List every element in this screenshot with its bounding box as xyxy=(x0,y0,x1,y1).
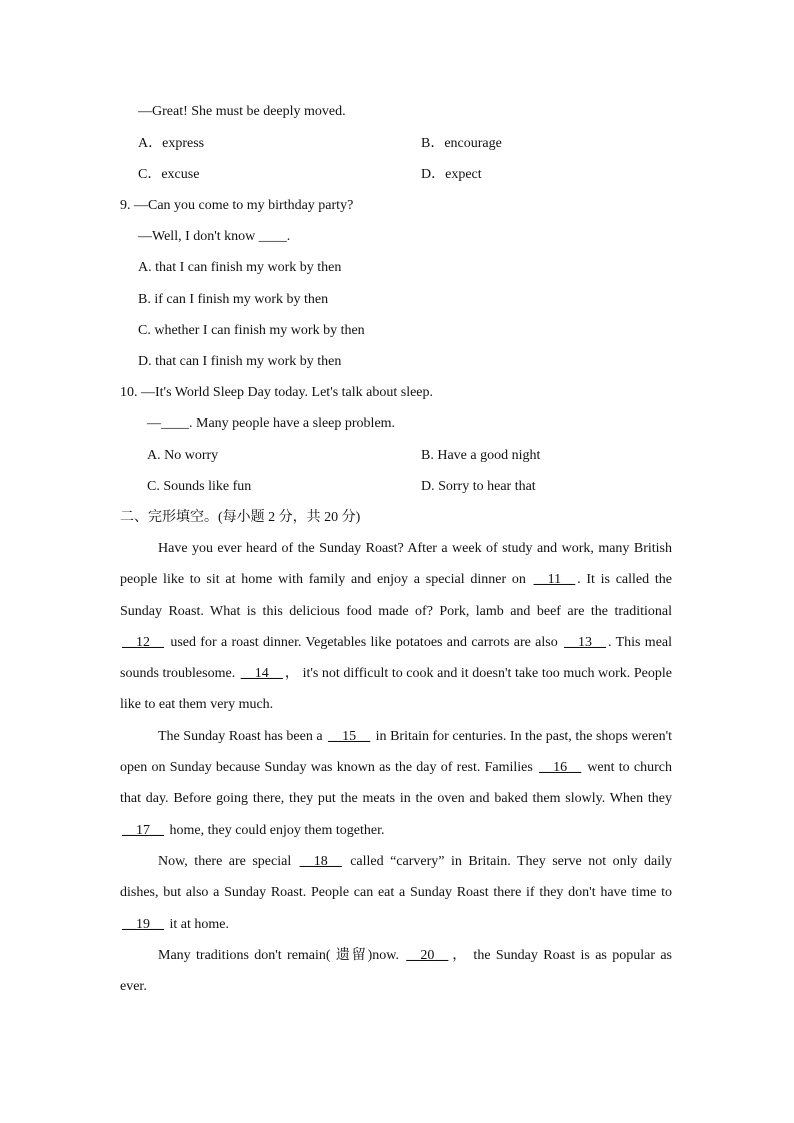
paragraph-3 xyxy=(120,846,672,940)
paragraph-1 xyxy=(120,533,672,721)
q10-question: 10. —It's World Sleep Day today. Let's talk about sleep. xyxy=(120,385,434,400)
q8-option-a: A．express xyxy=(138,136,205,151)
p1-text-5: ， it's not difficult to cook and it doesn't take too much work. People like to eat them very much. xyxy=(120,666,673,713)
blank-18: __18__ xyxy=(299,853,342,869)
blank-13: __13__ xyxy=(564,634,607,650)
q8-option-d: D．expect xyxy=(421,167,482,182)
q9-reply: —Well, I don't know ____. xyxy=(138,229,291,244)
blank-14: __14__ xyxy=(240,666,283,682)
q9-option-d: D. that can I finish my work by then xyxy=(138,354,342,369)
q9-option-a: A. that I can finish my work by then xyxy=(138,260,342,275)
p2-text-4: home, they could enjoy them together. xyxy=(166,822,385,838)
section-heading: 二、完形填空。(每小题 2 分，共 20 分) xyxy=(120,510,361,525)
q8-option-c: C．excuse xyxy=(138,167,200,182)
p2-text-2: in Britain for centuries. In the past, the shops weren't open on Sunday because Sunday was known as the day of rest. Families xyxy=(120,728,672,776)
blank-16: __16__ xyxy=(539,760,582,776)
q10-option-a: A. No worry xyxy=(147,448,219,463)
p1-text-1: Have you ever heard of the Sunday Roast? After a week of study and work, many British people like to sit at home with family and enjoy a special dinner on xyxy=(120,541,672,588)
p1-text-2: . It is called the Sunday Roast. What is this delicious food made of? Pork, lamb and beef are the traditional xyxy=(120,572,672,619)
p4-text-1: Many traditions don't remain( 遗留)now. xyxy=(158,947,405,963)
blank-11: __11__ xyxy=(533,572,576,588)
q10-option-b: B. Have a good night xyxy=(421,448,541,463)
q9-question: 9. —Can you come to my birthday party? xyxy=(120,198,354,213)
blank-20: __20__ xyxy=(406,947,449,963)
blank-12: __12__ xyxy=(122,634,164,650)
blank-15: __15__ xyxy=(328,728,371,744)
q10-reply: —____. Many people have a sleep problem. xyxy=(147,416,396,431)
q10-option-c: C. Sounds like fun xyxy=(147,479,252,494)
q8-reply: —Great! She must be deeply moved. xyxy=(138,104,346,119)
p2-text-3: went to church that day. Before going there, they put the meats in the oven and baked them slowly. When they xyxy=(120,760,672,807)
p3-text-1: Now, there are special xyxy=(158,853,298,869)
p3-text-2: called “carvery” in Britain. They serve not only daily dishes, but also a Sunday Roast. People can eat a Sunday Roast there if they don't have time to xyxy=(120,853,672,901)
q8-option-b: B．encourage xyxy=(421,136,502,151)
p2-text-1: The Sunday Roast has been a xyxy=(158,728,327,744)
q9-option-b: B. if can I finish my work by then xyxy=(138,292,329,307)
q9-option-c: C. whether I can finish my work by then xyxy=(138,323,365,338)
cloze-passage xyxy=(120,533,672,1002)
blank-17: __17__ xyxy=(122,822,164,838)
p3-text-3: it at home. xyxy=(166,916,229,932)
blank-19: __19__ xyxy=(122,916,164,932)
q10-option-d: D. Sorry to hear that xyxy=(421,479,536,494)
p1-text-4: . This meal sounds troublesome. xyxy=(120,634,673,682)
paragraph-2 xyxy=(120,721,672,846)
paragraph-4 xyxy=(120,940,672,1003)
p4-text-2: ， the Sunday Roast is as popular as ever. xyxy=(120,947,672,995)
p1-text-3: used for a roast dinner. Vegetables like potatoes and carrots are also xyxy=(166,634,563,650)
